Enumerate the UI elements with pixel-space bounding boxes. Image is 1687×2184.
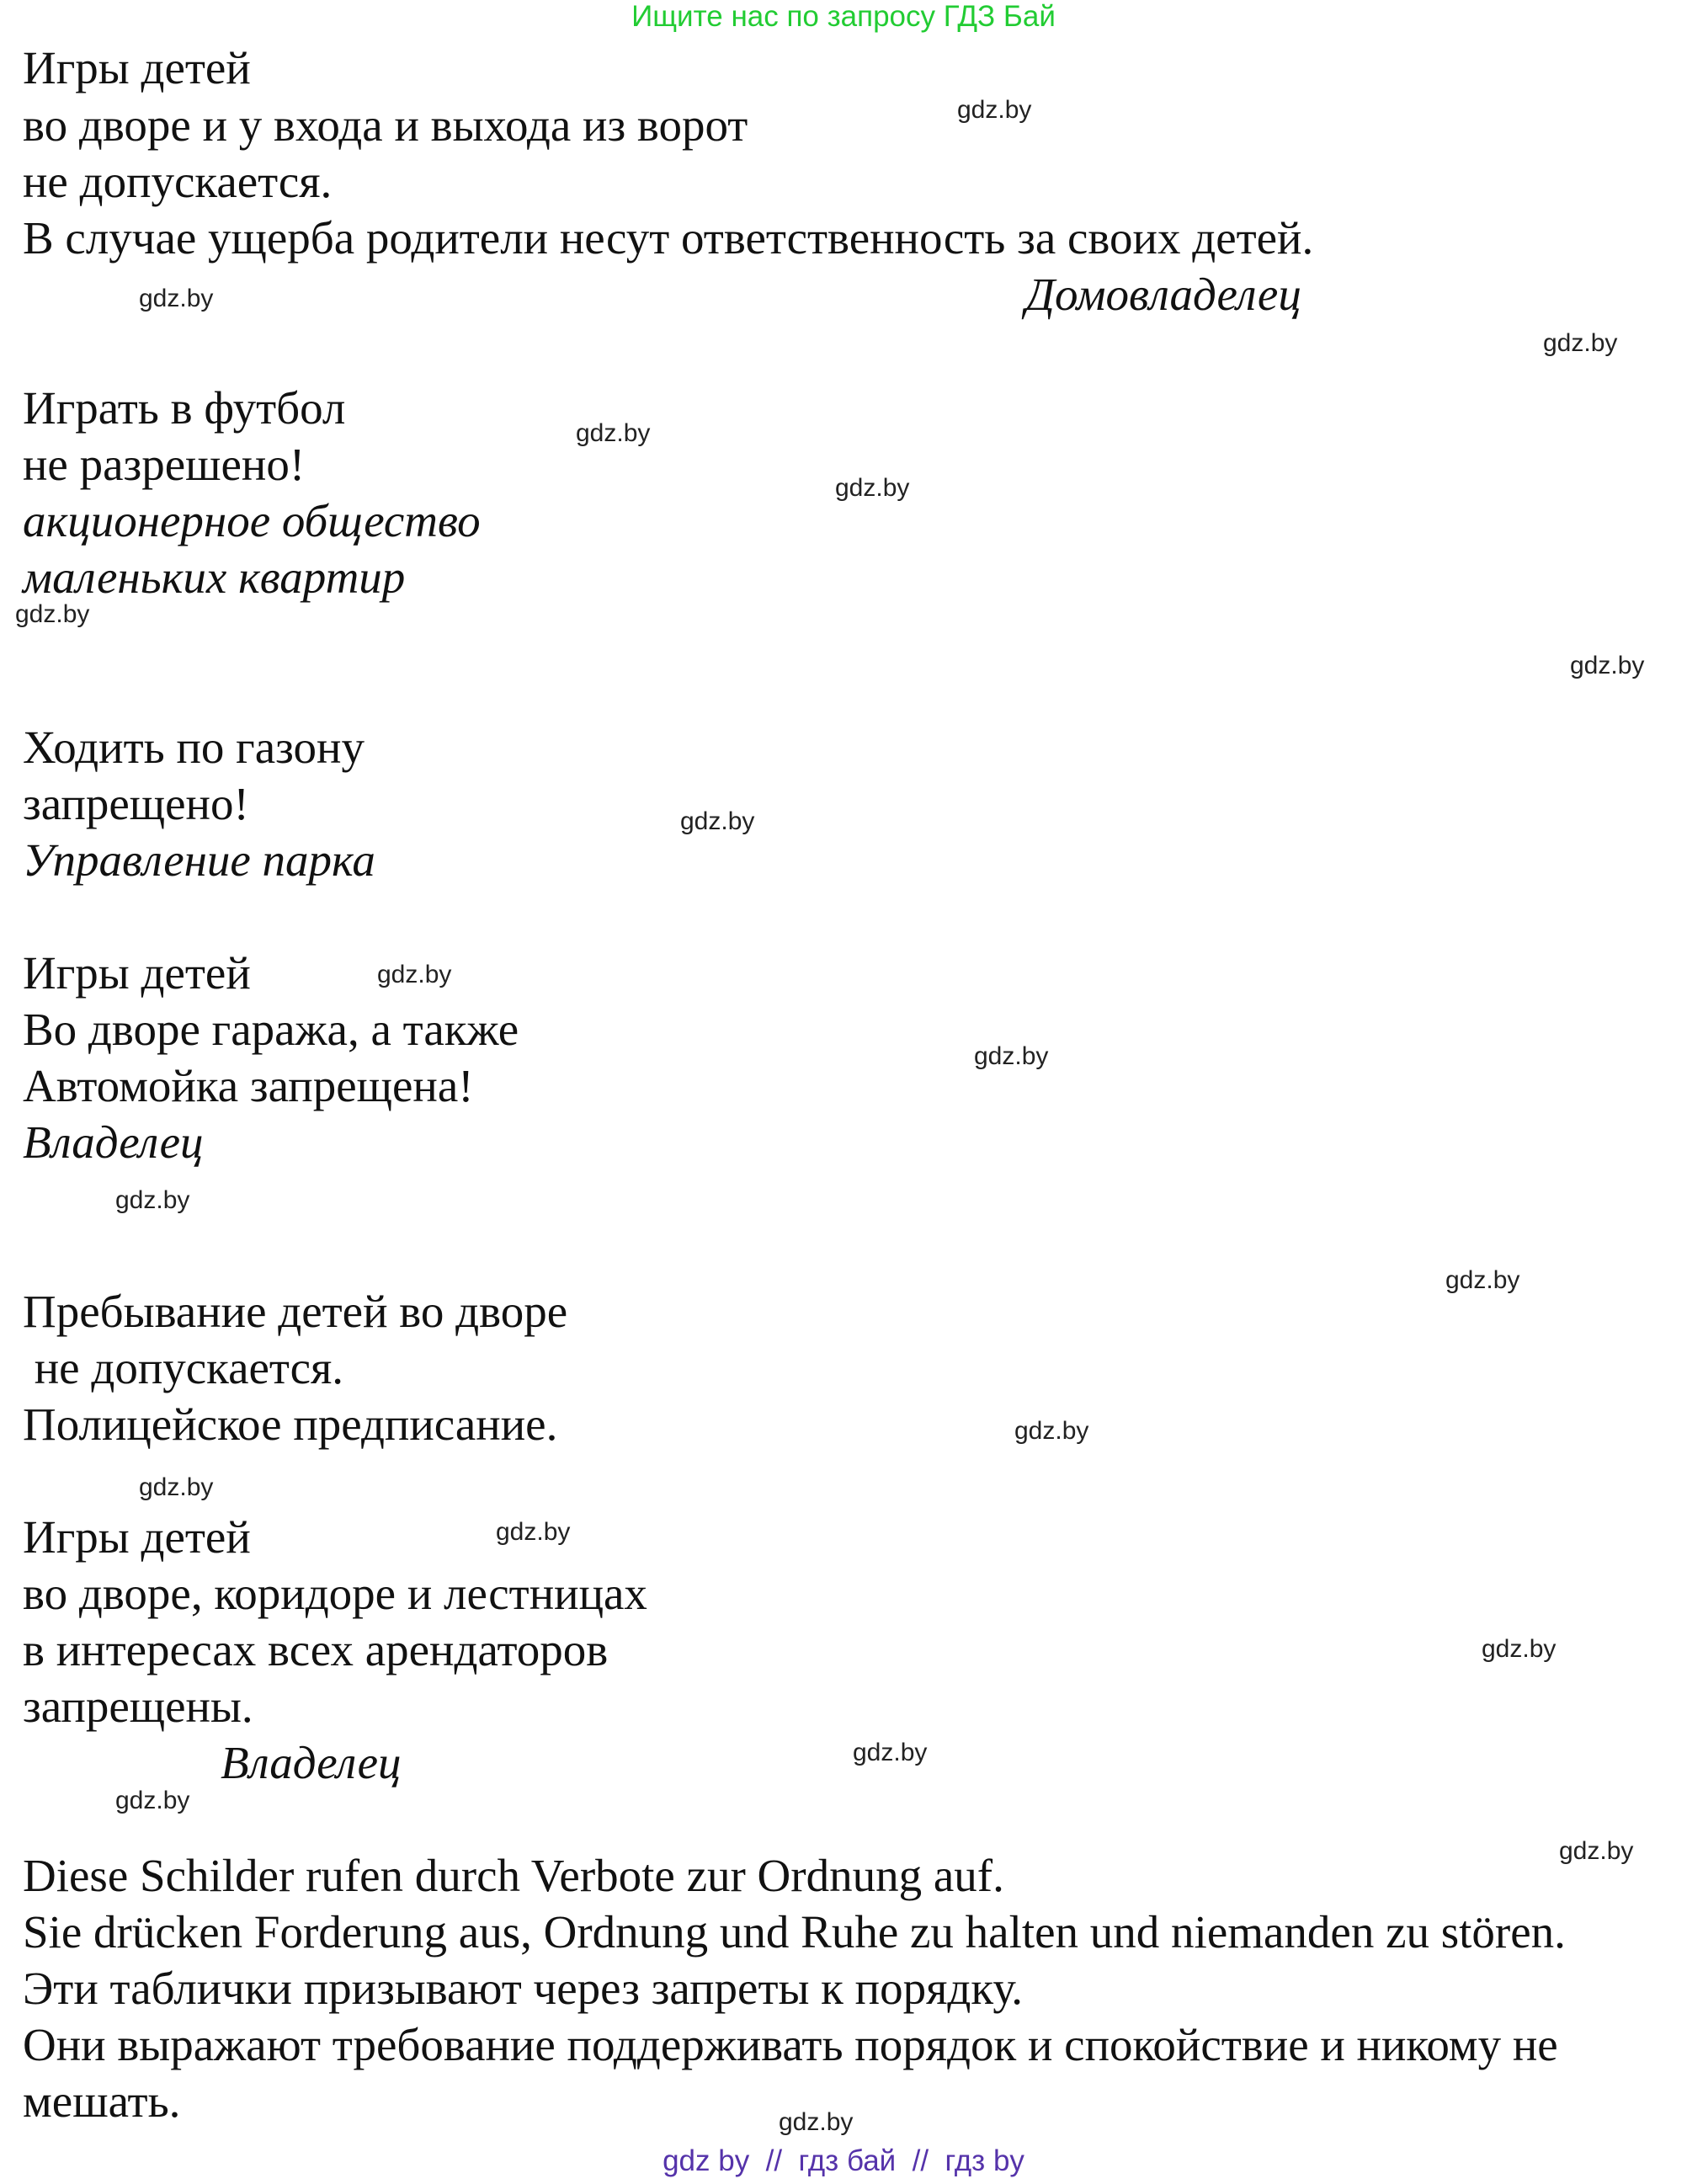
sign6-line3: в интересах всех арендаторов [23,1624,609,1675]
top-banner: Ищите нас по запросу ГДЗ Бай [631,0,1056,33]
watermark: gdz.by [576,419,651,447]
sign4-line3: Автомойка запрещена! [23,1060,474,1111]
conclusion-russian-2: Они выражают требование поддерживать порядок и спокойствие и никому не [23,2019,1558,2070]
watermark: gdz.by [1014,1417,1089,1445]
watermark: gdz.by [139,1473,214,1501]
sign3-signature: Управление парка [23,834,375,886]
sign1-line2: во дворе и у входа и выхода из ворот [23,99,748,151]
watermark: gdz.by [377,961,452,988]
watermark: gdz.by [974,1042,1049,1070]
sign1-line4: В случае ущерба родители несут ответственность за своих детей. [23,212,1314,264]
sign6-line1: Игры детей [23,1511,251,1563]
sign2-line2: не разрешено! [23,439,306,490]
sign1-line3: не допускается. [23,156,333,207]
sign4-signature: Владелец [23,1116,204,1168]
sign6-line2: во дворе, коридоре и лестницах [23,1568,647,1619]
watermark: gdz.by [115,1186,190,1214]
watermark: gdz.by [1570,652,1645,679]
sign5-line1: Пребывание детей во дворе [23,1286,568,1337]
sign3-line2: запрещено! [23,778,249,829]
watermark: gdz.by [957,96,1032,124]
sign2-signature-line1: акционерное общество [23,495,481,546]
conclusion-german-2: Sie drücken Forderung aus, Ordnung und Ruhe zu halten und niemanden zu stören. [23,1906,1566,1958]
sign5-line3: Полицейское предписание. [23,1398,558,1450]
watermark: gdz.by [779,2108,854,2136]
watermark: gdz.by [115,1787,190,1814]
sign3-line1: Ходить по газону [23,722,365,773]
sign2-line1: Играть в футбол [23,382,346,434]
sign1-signature: Домовладелец [1025,269,1301,320]
conclusion-russian-1: Эти таблички призывают через запреты к порядку. [23,1963,1024,2014]
watermark: gdz.by [1543,329,1618,357]
sign4-line2: Во дворе гаража, а также [23,1004,519,1055]
sign6-signature: Владелец [221,1737,402,1788]
conclusion-russian-2-cont: мешать. [23,2075,181,2127]
watermark: gdz.by [853,1739,928,1766]
sign6-line4: запрещены. [23,1681,253,1732]
watermark: gdz.by [1559,1837,1634,1865]
watermark: gdz.by [1445,1266,1520,1294]
sign2-signature-line2: маленьких квартир [23,551,406,603]
watermark: gdz.by [1482,1635,1557,1663]
watermark: gdz.by [835,474,910,502]
watermark: gdz.by [496,1518,571,1546]
watermark: gdz.by [680,807,755,835]
conclusion-german-1: Diese Schilder rufen durch Verbote zur Ordnung auf. [23,1850,1004,1901]
watermark: gdz.by [139,285,214,312]
footer-links: gdz by // гдз бай // гдз by [663,2144,1024,2177]
sign4-line1: Игры детей [23,947,251,999]
watermark: gdz.by [15,600,90,628]
sign5-line2: не допускается. [23,1342,344,1393]
sign1-line1: Игры детей [23,42,251,93]
